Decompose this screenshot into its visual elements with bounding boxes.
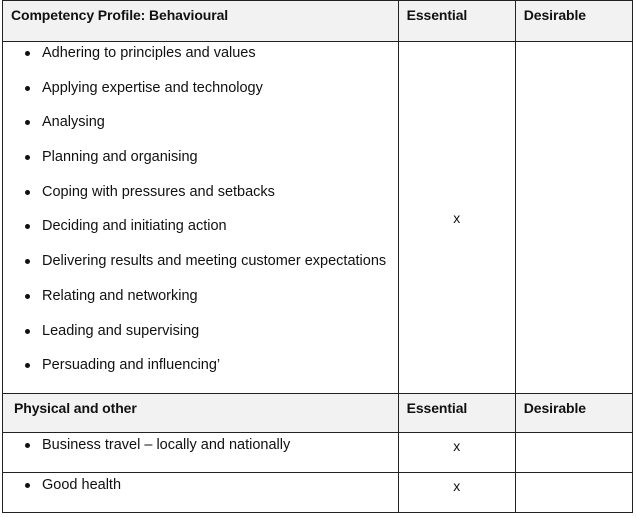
behavioural-competencies-row: [3, 42, 633, 394]
list-item: [3, 215, 398, 250]
list-item: [3, 320, 398, 355]
behavioural-list: [3, 42, 398, 389]
behavioural-list-cell: [3, 42, 399, 394]
list-item: [3, 77, 398, 112]
bullet-icon: [25, 443, 30, 448]
physical-header-row: [3, 394, 633, 433]
list-item-text: Coping with pressures and setbacks: [42, 183, 275, 200]
list-item-text: Delivering results and meeting customer expectations: [42, 253, 387, 270]
list-item-text: Applying expertise and technology: [42, 79, 263, 96]
desirable-header: Desirable: [523, 400, 586, 416]
essential-mark: x: [453, 209, 461, 226]
desirable-header-cell: [515, 1, 632, 42]
physical-list: [3, 473, 398, 496]
behavioural-header-row: [3, 1, 633, 42]
health-item-cell: [3, 473, 399, 513]
list-item: [3, 111, 398, 146]
bullet-icon: [25, 190, 30, 195]
travel-desirable-cell: [515, 433, 632, 473]
list-item-text: Relating and networking: [42, 287, 198, 304]
list-item-text: Leading and supervising: [42, 322, 200, 339]
list-item: [3, 146, 398, 181]
list-item: [3, 42, 398, 77]
bullet-icon: [25, 363, 30, 368]
essential-mark: x: [453, 478, 461, 494]
behavioural-desirable-cell: [515, 42, 632, 394]
behavioural-heading-cell: [3, 1, 399, 42]
desirable-header: Desirable: [523, 7, 586, 23]
behavioural-essential-cell: [398, 42, 515, 394]
list-item: [3, 473, 398, 496]
physical-essential-header-cell: [398, 394, 515, 433]
travel-item-cell: [3, 433, 399, 473]
table-row: [3, 433, 633, 473]
list-item-text: Planning and organising: [42, 149, 198, 166]
list-item-text: Persuading and influencing’: [42, 357, 221, 374]
list-item-text: Deciding and initiating action: [42, 218, 227, 235]
list-item: [3, 250, 398, 285]
essential-mark: x: [453, 438, 461, 454]
list-item: [3, 285, 398, 320]
physical-heading: Physical and other: [14, 400, 137, 416]
desirable-mark: [516, 473, 632, 478]
bullet-icon: [25, 51, 30, 56]
bullet-icon: [25, 120, 30, 125]
desirable-mark: [516, 433, 632, 438]
list-item-text: Adhering to principles and values: [42, 45, 256, 61]
bullet-icon: [25, 155, 30, 160]
bullet-icon: [25, 86, 30, 91]
physical-heading-cell: [3, 394, 399, 433]
list-item: [3, 354, 398, 389]
health-desirable-cell: [515, 473, 632, 513]
table-row: [3, 473, 633, 513]
essential-header: Essential: [406, 7, 468, 23]
essential-header-cell: [398, 1, 515, 42]
bullet-icon: [25, 294, 30, 299]
list-item-text: Analysing: [42, 114, 105, 131]
list-item: [3, 433, 398, 456]
competency-table: [2, 0, 633, 513]
essential-header: Essential: [406, 400, 468, 416]
list-item-text: Business travel – locally and nationally: [42, 437, 291, 453]
bullet-icon: [25, 259, 30, 264]
bullet-icon: [25, 483, 30, 488]
behavioural-heading: Competency Profile: Behavioural: [11, 7, 229, 23]
list-item-text: Good health: [42, 477, 122, 493]
bullet-icon: [25, 224, 30, 229]
bullet-icon: [25, 329, 30, 334]
health-essential-cell: [398, 473, 515, 513]
list-item: [3, 181, 398, 216]
travel-essential-cell: [398, 433, 515, 473]
physical-list: [3, 433, 398, 456]
physical-desirable-header-cell: [515, 394, 632, 433]
